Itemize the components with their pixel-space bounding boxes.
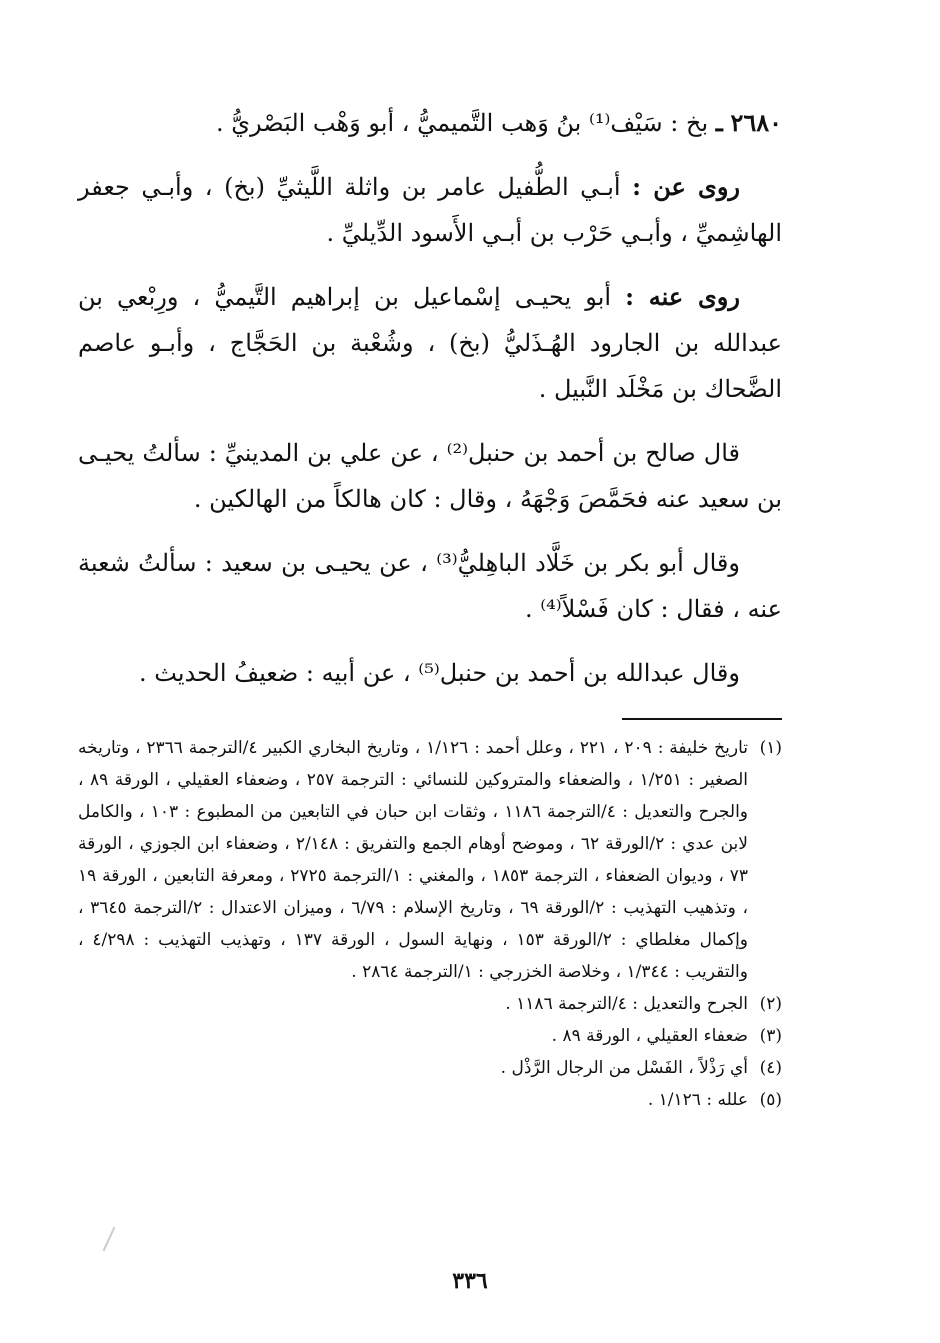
paragraph-text: وقال أبو بكر بن خَلَّاد الباهِليُّ⁽³⁾ ، عن يحيـى بن سعيد : سألتُ شعبة عنه ، فقال : كان فَسْلاً⁽⁴⁾ .: [78, 549, 782, 623]
footnote-text: ضعفاء العقيلي ، الورقة ٨٩ .: [551, 1026, 748, 1046]
entry-heading-text: بخ : سَيْف⁽¹⁾ بنُ وَهب التَّميميُّ ، أبو وَهْب البَصْريُّ .: [215, 109, 709, 137]
footnote: [78, 1020, 782, 1052]
footnote: [78, 732, 782, 988]
footnote-number: (١): [759, 738, 782, 758]
main-text: [78, 100, 782, 696]
footnote-divider: [622, 718, 782, 720]
footnote-number: (٤): [759, 1058, 782, 1078]
footnote-text: علله : ١/١٢٦ .: [647, 1090, 748, 1110]
entry-dash: ـ: [715, 108, 723, 137]
page-content: [78, 100, 782, 1116]
paragraph-text: قال صالح بن أحمد بن حنبل⁽²⁾ ، عن علي بن المدينيِّ : سألتُ يحيـى بن سعيد عنه فحَمَّصَ وَجْهَهُ ، وقال : كان هالكاً من الهالكين .: [78, 439, 782, 513]
paragraph-quote: [78, 540, 782, 632]
footnote: [78, 988, 782, 1020]
paragraph-text: أبـي الطُّفيل عامر بن واثلة اللَّيثيِّ (بخ) ، وأبـي جعفر الهاشِميِّ ، وأبـي حَرْب بن أبـي الأَسود الدِّيليِّ .: [78, 173, 782, 247]
footnote: [78, 1052, 782, 1084]
entry-number: ٢٦٨٠: [730, 108, 782, 137]
footnote: [78, 1084, 782, 1116]
pencil-mark: [103, 1227, 116, 1251]
paragraph-narrated-from: [78, 164, 782, 256]
paragraph-narrated-by: [78, 274, 782, 412]
paragraph-text: وقال عبدالله بن أحمد بن حنبل⁽⁵⁾ ، عن أبيه : ضعيفُ الحديث .: [139, 659, 740, 687]
paragraph-quote: [78, 430, 782, 522]
page-number: ٣٣٦: [452, 1268, 488, 1294]
paragraph-label: روى عن :: [632, 172, 741, 201]
paragraph-label: روى عنه :: [625, 282, 740, 311]
footnote-text: أي رَذْلاً ، الفَسْل من الرجال الرَّذْل .: [500, 1058, 748, 1078]
entry-heading: [78, 100, 782, 146]
footnote-number: (٣): [759, 1026, 782, 1046]
footnotes: [78, 732, 782, 1116]
paragraph-quote: [78, 650, 782, 696]
footnote-number: (٢): [759, 994, 782, 1014]
footnote-text: الجرح والتعديل : ٤/الترجمة ١١٨٦ .: [505, 994, 748, 1014]
paragraph-text: أبو يحيـى إسْماعيل بن إبراهيم التَّيميُّ ، ورِبْعي بن عبدالله بن الجارود الهُـذَليُّ (بخ) ، وشُعْبة بن الحَجَّاج ، وأبـو عاصم الضَّحاك بن مَخْلَد النَّبيل .: [78, 283, 782, 403]
footnote-text: تاريخ خليفة : ٢٠٩ ، ٢٢١ ، وعلل أحمد : ١/١٢٦ ، وتاريخ البخاري الكبير ٤/الترجمة ٢٣٦٦ ، وتاريخه الصغير : ١/٢٥١ ، والضعفاء والمتروكين للنسائي : الترجمة ٢٥٧ ، وضعفاء العقيلي ، الورقة ٨٩ ، والجرح والتعديل : ٤/الترجمة ١١٨٦ ، وثقات ابن حبان في التابعين من المطبوع : ١٠٣ ، والكامل لابن عدي : ٢/الورقة ٦٢ ، وموضح أوهام الجمع والتفريق : ٢/١٤٨ ، وضعفاء ابن الجوزي ، الورقة ٧٣ ، وديوان الضعفاء ، الترجمة ١٨٥٣ ، والمغني : ١/الترجمة ٢٧٢٥ ، ومعرفة التابعين ، الورقة ١٩ ، وتذهيب التهذيب : ٢/الورقة ٦٩ ، وتاريخ الإسلام : ٦/٧٩ ، وميزان الاعتدال : ٢/الترجمة ٣٦٤٥ ، وإكمال مغلطاي : ٢/الورقة ١٥٣ ، ونهاية السول ، الورقة ١٣٧ ، وتهذيب التهذيب : ٤/٢٩٨ ، والتقريب : ١/٣٤٤ ، وخلاصة الخزرجي : ١/الترجمة ٢٨٦٤ .: [78, 738, 749, 982]
footnote-number: (٥): [759, 1090, 782, 1110]
